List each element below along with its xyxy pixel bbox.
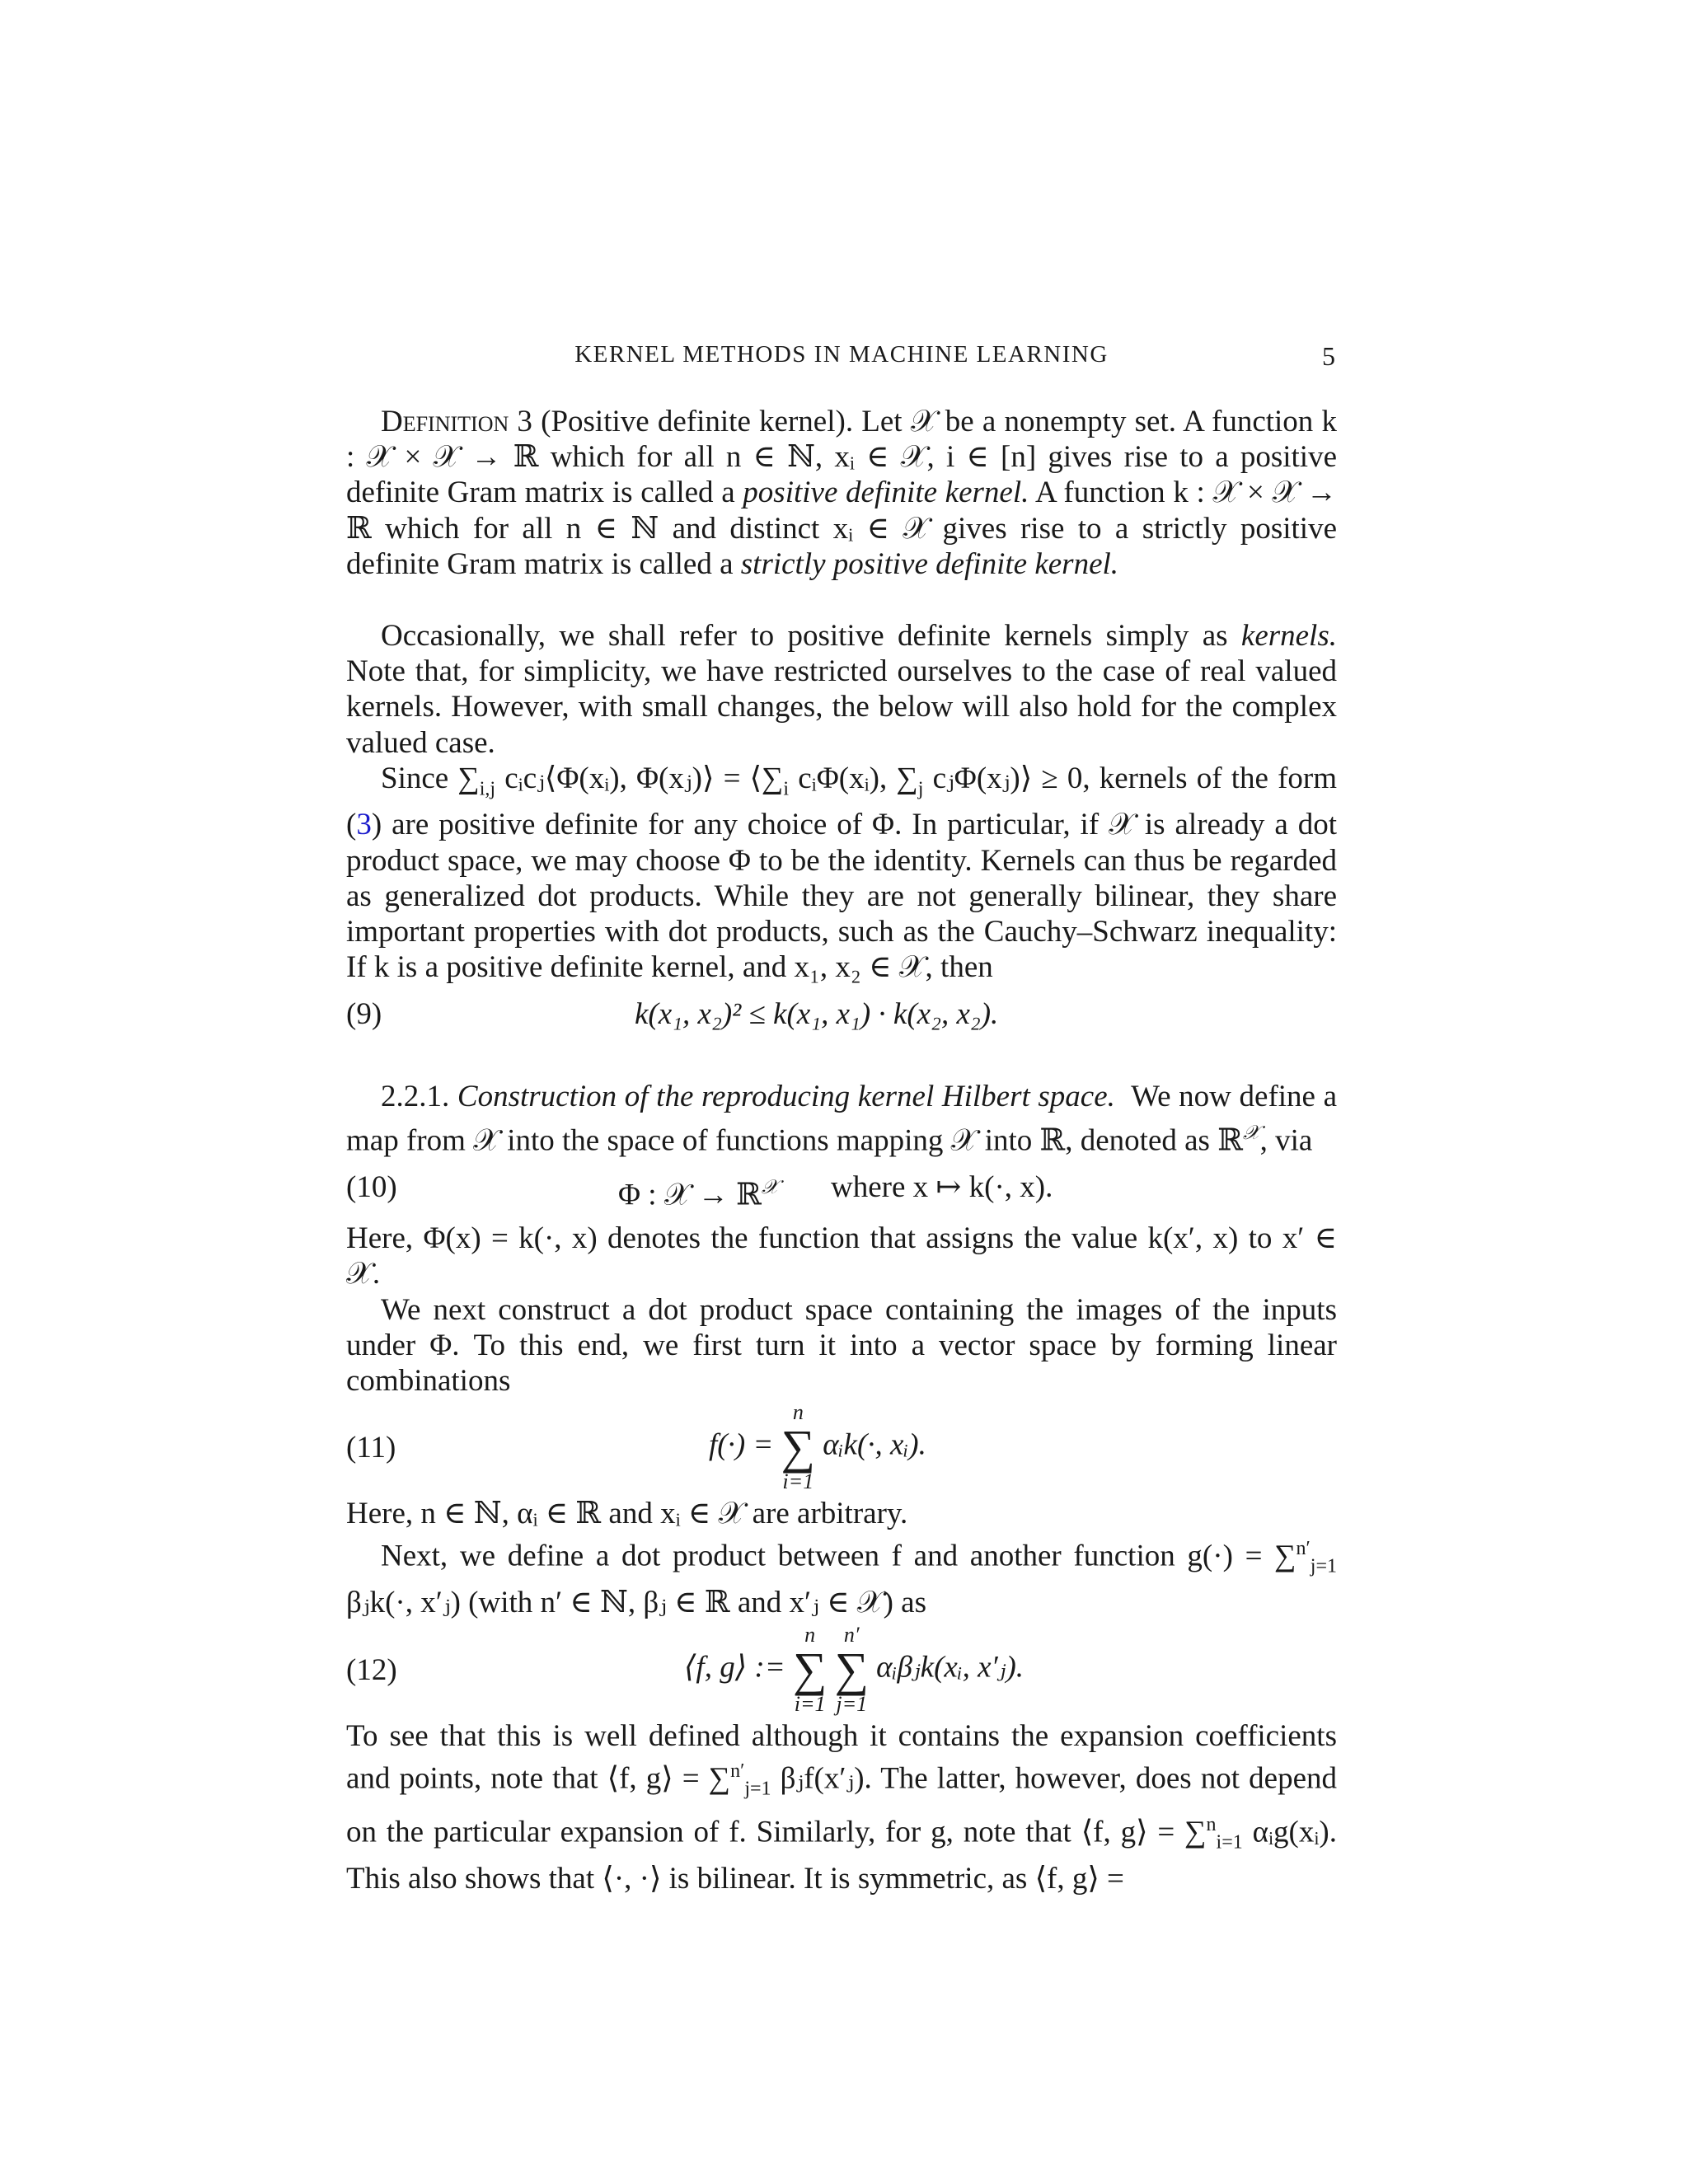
equation-number: (9) xyxy=(346,997,382,1032)
sum-lower-limit: i=1 xyxy=(782,1469,814,1494)
text-run: To see that this is well defined although it contains the expansion coefficients and points, note that ⟨f, g⟩ = ∑ xyxy=(346,1718,1337,1796)
section-text: , via xyxy=(1259,1122,1313,1157)
paragraph-define-dot-product xyxy=(346,1531,1337,1620)
equation-number: (12) xyxy=(346,1652,397,1687)
text-run: ) are positive definite for any choice of Φ. In particular, if 𝒳 is already a dot product space, we may choose Φ to be the identity. Kernels can thus be regarded as generalized dot products. While they are not generally bilinear, they share important properties with dot products, such as the Cauchy–Schwarz inequality: If k is a positive definite kernel, and x₁, x₂ ∈ 𝒳, then xyxy=(346,808,1337,985)
equation-expression: k(x₁, x₂)² ≤ k(x₁, x₁) · k(x₂, x₂). xyxy=(635,997,999,1032)
subscript: j=1 xyxy=(1310,1556,1337,1578)
section-number: 2.2.1. xyxy=(381,1080,450,1114)
definition-label: Definition 3 xyxy=(381,405,532,438)
superscript: 𝒳 xyxy=(1242,1120,1260,1144)
equation-12 xyxy=(346,1624,1337,1715)
equation-rhs: αᵢβⱼk(xᵢ, x′ⱼ). xyxy=(876,1650,1025,1684)
equation-ref-link[interactable]: 3 xyxy=(356,808,372,842)
equation-rhs: αᵢk(·, xᵢ). xyxy=(823,1427,926,1462)
paragraph-kernels xyxy=(346,618,1337,761)
running-header: KERNEL METHODS IN MACHINE LEARNING xyxy=(574,341,1109,368)
text-run: βⱼk(·, x′ⱼ) (with n′ ∈ ℕ, βⱼ ∈ ℝ and x′ⱼ ∈ 𝒳) as xyxy=(346,1586,926,1620)
section-text: We now define a map from 𝒳 into the space of functions mapping 𝒳 into ℝ, denoted as ℝ xyxy=(346,1080,1338,1157)
equation-expression xyxy=(709,1402,926,1493)
paragraph-cauchy-schwarz xyxy=(346,761,1337,986)
definition-term-2: strictly positive definite kernel. xyxy=(740,546,1119,581)
subscript: i=1 xyxy=(1216,1831,1243,1854)
subscript: j xyxy=(917,778,924,800)
paragraph-arbitrary: Here, n ∈ ℕ, αᵢ ∈ ℝ and xᵢ ∈ 𝒳 are arbitrary. xyxy=(346,1497,908,1531)
sigma-symbol: ∑ xyxy=(792,1642,828,1696)
sum-lower-limit: j=1 xyxy=(836,1691,868,1716)
superscript: n xyxy=(1206,1813,1217,1835)
definition-term-1: positive definite kernel. xyxy=(743,476,1029,510)
equation-number: (11) xyxy=(346,1431,396,1465)
summation-i xyxy=(793,1624,827,1715)
superscript: n′ xyxy=(730,1760,745,1782)
paragraph-well-defined xyxy=(346,1718,1337,1896)
paragraph-text: Occasionally, we shall refer to positive definite kernels simply as xyxy=(381,619,1228,654)
summation-j xyxy=(835,1624,869,1715)
definition-3 xyxy=(346,404,1337,582)
equation-expression-left xyxy=(618,1169,779,1213)
page-number: 5 xyxy=(1322,341,1335,371)
text-run: cᵢcⱼ⟨Φ(xᵢ), Φ(xⱼ)⟩ = ⟨∑ xyxy=(495,761,784,795)
equation-lhs: f(·) = xyxy=(709,1427,774,1462)
equation-9 xyxy=(346,988,1337,1043)
text-run: cᵢΦ(xᵢ), ∑ xyxy=(789,761,918,795)
page-body xyxy=(346,404,1337,1896)
sum-upper-limit: n′ xyxy=(843,1622,860,1647)
spacer xyxy=(346,582,1337,618)
text-run: βⱼf(x′ⱼ). The latter, however, does not depend on the particular expansion of f. Similarly, for g, note that ⟨f, g⟩ = ∑ xyxy=(346,1761,1337,1849)
text-run: cⱼΦ(xⱼ)⟩ ≥ 0, kernels of the form ( xyxy=(346,761,1338,842)
sigma-symbol: ∑ xyxy=(834,1642,869,1696)
section-title: Construction of the reproducing kernel Hilbert space. xyxy=(457,1080,1115,1114)
sum-lower-limit: i=1 xyxy=(794,1691,826,1716)
equation-lhs: ⟨f, g⟩ := xyxy=(684,1650,785,1684)
definition-text-1: Let 𝒳 be a nonempty set. A function k : 𝒳 × 𝒳 → ℝ which for all n ∈ ℕ, xᵢ ∈ 𝒳, i ∈ [n] gives rise to a positive definite Gram matrix is called a xyxy=(346,405,1337,510)
equation-expression xyxy=(684,1624,1024,1715)
text-run: αᵢg(xᵢ). This also shows that ⟨·, ·⟩ is bilinear. It is symmetric, as ⟨f, g⟩ = xyxy=(346,1814,1337,1896)
paragraph-dot-product-space: We next construct a dot product space containing the images of the inputs under Φ. To this end, we first turn it into a vector space by forming linear combinations xyxy=(346,1292,1337,1398)
text-run: Since ∑ xyxy=(381,761,480,795)
sum-upper-limit: n xyxy=(792,1400,804,1425)
section-2-2-1 xyxy=(346,1079,1337,1158)
summation xyxy=(781,1402,815,1493)
equation-lhs: Φ : 𝒳 → ℝ xyxy=(618,1178,762,1212)
kernels-term: kernels. xyxy=(1240,619,1337,654)
sum-upper-limit: n xyxy=(804,1622,816,1647)
subscript: i xyxy=(783,778,790,800)
subscript: j=1 xyxy=(744,1778,771,1800)
superscript: 𝒳 xyxy=(761,1175,779,1199)
definition-title: (Positive definite kernel). xyxy=(541,405,854,438)
text-run: Next, we define a dot product between f and another function g(·) = ∑ xyxy=(381,1539,1296,1573)
equation-number: (10) xyxy=(346,1170,397,1205)
sigma-symbol: ∑ xyxy=(781,1420,815,1474)
subscript: i,j xyxy=(479,778,496,800)
equation-11 xyxy=(346,1402,1337,1493)
paragraph-phi-definition: Here, Φ(x) = k(·, x) denotes the function that assigns the value k(x′, x) to x′ ∈ 𝒳. xyxy=(346,1221,1337,1291)
spacer xyxy=(346,1047,1337,1079)
superscript: n′ xyxy=(1296,1538,1311,1560)
definition-text-2: A function k : 𝒳 × 𝒳 → ℝ which for all n ∈ ℕ and distinct xᵢ ∈ 𝒳 gives rise to a strictly positive definite Gram matrix is called a xyxy=(346,476,1337,581)
equation-expression-right: where x ↦ k(·, x). xyxy=(831,1170,1053,1205)
equation-10 xyxy=(346,1161,1337,1216)
paragraph-text: Note that, for simplicity, we have restricted ourselves to the case of real valued kernels. However, with small changes, the below will also hold for the complex valued case. xyxy=(346,654,1337,760)
